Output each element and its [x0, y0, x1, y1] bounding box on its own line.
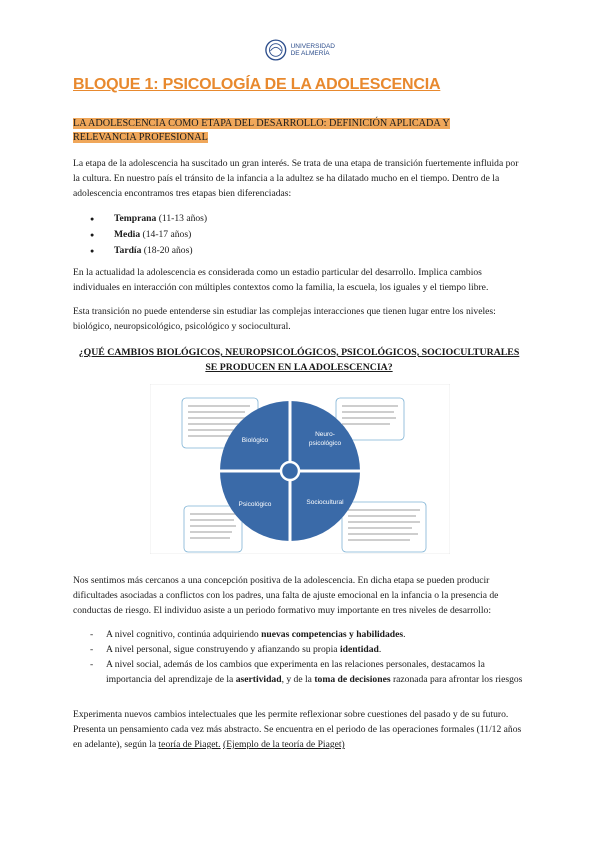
university-logo [265, 36, 335, 64]
text-box-bottom-left [184, 506, 242, 552]
stages-list [90, 211, 207, 259]
question-heading: ¿QUÉ CAMBIOS BIOLÓGICOS, NEUROPSICOLÓGICOS, PSICOLÓGICOS, SOCIOCULTURALES SE PRODUCEN EN LA ADOLESCENCIA? [78, 347, 520, 373]
quadrant-biologico: Biológico [241, 437, 269, 444]
list-item: - A nivel personal, sigue construyendo y afianzando su propia identidad. [90, 642, 525, 657]
paragraph-5: Experimenta nuevos cambios intelectuales que les permite reflexionar sobre cuestiones del pasado y de su futuro. Presenta un pensamiento cada vez más abstracto. Se encuentra en el periodo de las operaciones formales (11/12 años en adelante), según la teoría de Piaget. (Ejemplo de la teoría de Piaget) [73, 709, 522, 750]
quadrant-psicologico: Psicológico [238, 501, 272, 508]
page-title: BLOQUE 1: PSICOLOGÍA DE LA ADOLESCENCIA [73, 76, 441, 93]
piaget-example-link[interactable]: (Ejemplo de la teoría de Piaget) [223, 739, 345, 750]
paragraph-2: En la actualidad la adolescencia es considerada como un estadio particular del desarrollo. Implica cambios individuales en interacción con múltiples contextos como la familia, la escuela, los iguales y el tiempo libre. [73, 267, 489, 293]
intro-paragraph: La etapa de la adolescencia ha suscitado un gran interés. Se trata de una etapa de transición fuertemente influida por la cultura. En nuestro país el tránsito de la infancia a la adultez se ha dilatado mucho en el tiempo. Dentro de la adolescencia encontramos tres etapas bien diferenciadas: [73, 158, 519, 199]
list-item: ● Tardía (18-20 años) [90, 243, 207, 259]
levels-list [90, 627, 525, 687]
list-item: - A nivel cognitivo, continúa adquiriendo nuevas competencias y habilidades. [90, 627, 525, 642]
paragraph-4: Nos sentimos más cercanos a una concepción positiva de la adolescencia. En dicha etapa se pueden producir dificultades asociadas a conflictos con los padres, una falta de ajuste emocional en la infancia o la presencia de conductas de riesgo. El individuo asiste a un periodo formativo muy importante en tres niveles de desarrollo: [73, 575, 499, 616]
quadrant-neuro-line1: Neuro- [315, 431, 335, 438]
quadrant-sociocultural: Sociocultural [306, 499, 344, 506]
levels-diagram [150, 384, 450, 554]
text-box-bottom-right [342, 502, 426, 552]
list-item: ● Media (14-17 años) [90, 227, 207, 243]
section-heading: LA ADOLESCENCIA COMO ETAPA DEL DESARROLLO: DEFINICIÓN APLICADA Y RELEVANCIA PROFESIONAL [73, 118, 450, 143]
list-item: ● Temprana (11-13 años) [90, 211, 207, 227]
paragraph-3: Esta transición no puede entenderse sin estudiar las complejas interacciones que tienen lugar entre los niveles: biológico, neuropsicológico, psicológico y sociocultural. [73, 306, 496, 332]
university-seal-icon [265, 38, 287, 62]
logo-text: UNIVERSIDAD DE ALMERÍA [290, 43, 335, 57]
list-item: - A nivel social, además de los cambios que experimenta en las relaciones personales, destacamos la importancia del aprendizaje de la asertividad, y de la toma de decisiones razonada para afrontar los riesgos [90, 657, 525, 687]
quadrant-neuro-line2: psicológico [308, 440, 342, 447]
piaget-theory-link[interactable]: teoría de Piaget. [158, 739, 221, 750]
